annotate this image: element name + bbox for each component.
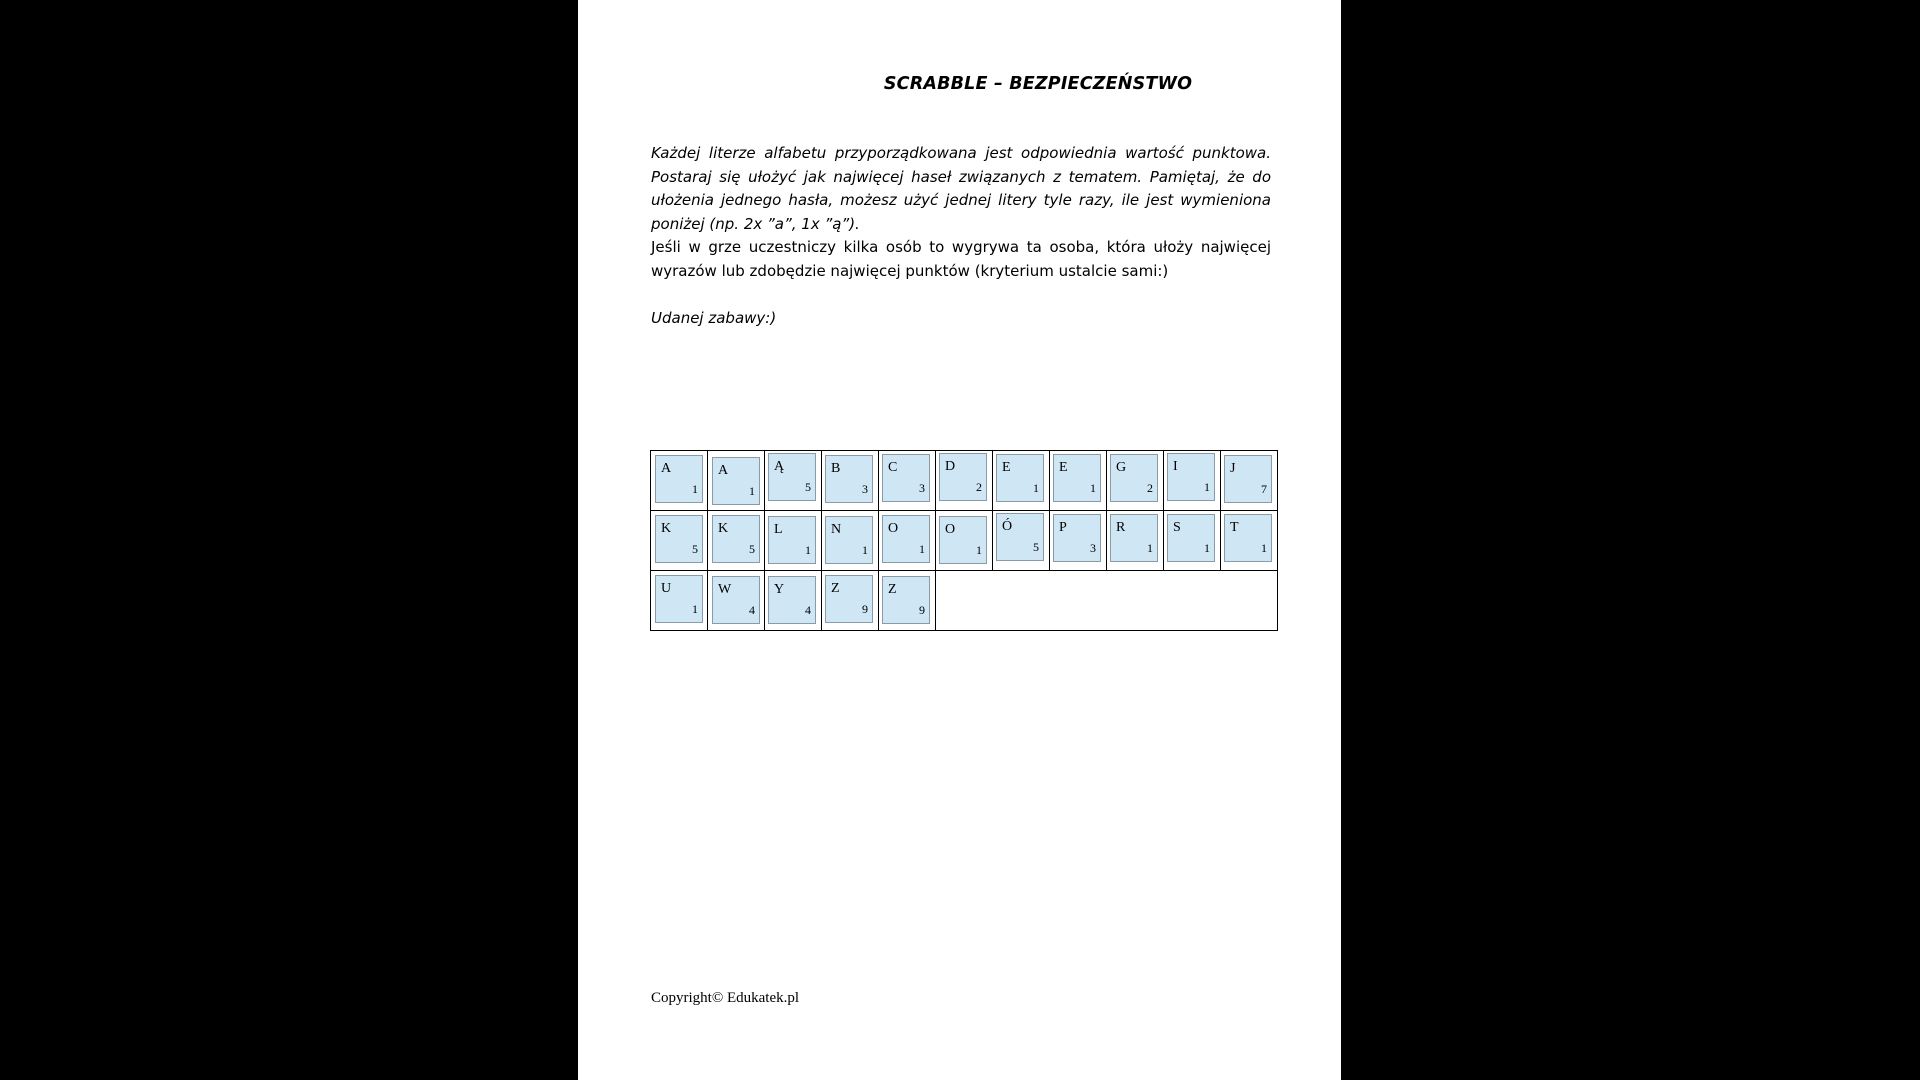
tile-points: 1 — [805, 543, 811, 557]
tile-cell — [993, 451, 1050, 511]
paragraph-spacer — [651, 283, 1271, 307]
tile-cell-empty — [936, 571, 1278, 631]
letter-tile — [1224, 455, 1272, 503]
tile-cell — [708, 451, 765, 511]
tile-letter: J — [1230, 461, 1236, 476]
tile-points: 1 — [692, 602, 698, 616]
letter-tile — [768, 516, 816, 564]
copyright-notice: Copyright© Edukatek.pl — [651, 990, 800, 1006]
letter-tile — [768, 453, 816, 501]
tile-points: 1 — [1033, 481, 1039, 495]
tile-cell — [651, 451, 708, 511]
tile-letter: D — [945, 459, 956, 474]
tile-letter: A — [661, 461, 672, 476]
tile-points: 5 — [692, 542, 698, 556]
tile-cell — [1164, 511, 1221, 571]
letter-tile — [768, 576, 816, 624]
tile-row — [651, 451, 1278, 511]
tile-letter: E — [1002, 460, 1011, 475]
tile-letter: T — [1230, 520, 1239, 535]
letter-tile — [1224, 514, 1272, 562]
letter-tile — [882, 515, 930, 563]
tile-letter: P — [1059, 520, 1067, 535]
tile-points: 9 — [919, 603, 925, 617]
letter-tiles-body — [651, 451, 1278, 631]
tile-points: 1 — [692, 482, 698, 496]
tile-letter: O — [945, 522, 956, 537]
tile-cell — [879, 451, 936, 511]
tile-letter: R — [1116, 520, 1126, 535]
letter-tile — [1167, 453, 1215, 501]
tile-letter: E — [1059, 460, 1068, 475]
tile-cell — [651, 571, 708, 631]
tile-points: 1 — [1204, 541, 1210, 555]
tile-points: 9 — [862, 602, 868, 616]
letter-tile — [825, 455, 873, 503]
tile-letter: K — [661, 521, 672, 536]
tile-letter: L — [774, 522, 783, 537]
tile-letter: Ą — [774, 459, 785, 474]
tile-letter: U — [661, 581, 672, 596]
letter-tile — [1110, 514, 1158, 562]
document-page — [578, 0, 1341, 1080]
tile-letter: W — [718, 582, 732, 597]
tile-letter: G — [1116, 460, 1127, 475]
letter-tile — [996, 513, 1044, 561]
tile-points: 1 — [1147, 541, 1153, 555]
tile-cell — [1050, 451, 1107, 511]
tile-letter: Y — [774, 582, 785, 597]
letter-tile — [655, 455, 703, 503]
tile-cell — [765, 511, 822, 571]
tile-points: 4 — [805, 603, 811, 617]
document-title: SCRABBLE – BEZPIECZEŃSTWO — [883, 74, 1193, 94]
tile-points: 5 — [1033, 540, 1039, 554]
letter-tile — [712, 457, 760, 505]
tile-cell — [879, 511, 936, 571]
letter-tile — [825, 516, 873, 564]
letter-tile — [996, 454, 1044, 502]
tile-cell — [822, 571, 879, 631]
tile-points: 1 — [1090, 481, 1096, 495]
letter-tile — [1053, 514, 1101, 562]
tile-letter: N — [831, 522, 842, 537]
tile-points: 1 — [919, 542, 925, 556]
tile-cell — [936, 511, 993, 571]
tile-letter: S — [1173, 520, 1181, 535]
tile-points: 2 — [1147, 481, 1153, 495]
tile-cell — [822, 451, 879, 511]
tile-cell — [1221, 511, 1278, 571]
tile-cell — [993, 511, 1050, 571]
tile-points: 3 — [1090, 541, 1096, 555]
letter-tile — [1110, 454, 1158, 502]
letter-tile — [882, 454, 930, 502]
tile-letter: Z — [888, 582, 897, 597]
tile-points: 3 — [919, 481, 925, 495]
letter-tile — [655, 515, 703, 563]
tile-points: 1 — [1261, 541, 1267, 555]
tile-points: 2 — [976, 480, 982, 494]
tile-cell — [1107, 511, 1164, 571]
tile-points: 3 — [862, 482, 868, 496]
tile-letter: Z — [831, 581, 840, 596]
tile-letter: Ó — [1002, 519, 1013, 534]
tile-letter: B — [831, 461, 841, 476]
letter-tile — [882, 576, 930, 624]
tile-cell — [1050, 511, 1107, 571]
tile-letter: C — [888, 460, 898, 475]
tile-cell — [1107, 451, 1164, 511]
tile-cell — [822, 511, 879, 571]
letter-tiles-table — [650, 450, 1278, 631]
letter-tile — [939, 453, 987, 501]
instructions-regular-paragraph: Jeśli w grze uczestniczy kilka osób to wygrywa ta osoba, która ułoży najwięcej wyrazów lub zdobędzie najwięcej punktów (kryterium ustalcie sami:) — [651, 238, 1271, 280]
tile-letter: K — [718, 521, 729, 536]
tile-row — [651, 511, 1278, 571]
tile-points: 5 — [749, 542, 755, 556]
tile-cell — [708, 511, 765, 571]
tile-letter: O — [888, 521, 899, 536]
letter-tile — [712, 515, 760, 563]
tile-cell — [936, 451, 993, 511]
tile-cell — [651, 511, 708, 571]
tile-cell — [765, 571, 822, 631]
tile-letter: I — [1173, 459, 1178, 474]
tile-points: 7 — [1261, 482, 1267, 496]
tile-cell — [1164, 451, 1221, 511]
tile-letter: A — [718, 463, 729, 478]
instructions-italic-paragraph: Każdej literze alfabetu przyporządkowana jest odpowiednia wartość punktowa. Postaraj się ułożyć jak najwięcej haseł związanych z tematem. Pamiętaj, że do ułożenia jednego hasła, możesz użyć jednej litery tyle razy, ile jest wymieniona poniżej (np. 2x ”a”, 1x ”ą”). — [651, 144, 1271, 233]
letter-tile — [1167, 514, 1215, 562]
tile-cell — [879, 571, 936, 631]
tile-points: 1 — [1204, 480, 1210, 494]
tile-cell — [1221, 451, 1278, 511]
letter-tile — [939, 516, 987, 564]
letter-tile — [712, 576, 760, 624]
tile-points: 1 — [749, 484, 755, 498]
tile-points: 4 — [749, 603, 755, 617]
tile-cell — [765, 451, 822, 511]
tile-row — [651, 571, 1278, 631]
letter-tile — [655, 575, 703, 623]
tile-cell — [708, 571, 765, 631]
instructions-closing: Udanej zabawy:) — [651, 308, 777, 327]
letter-tile — [825, 575, 873, 623]
tile-points: 1 — [976, 543, 982, 557]
letter-tile — [1053, 454, 1101, 502]
instructions — [651, 142, 1271, 330]
tile-points: 5 — [805, 480, 811, 494]
tile-points: 1 — [862, 543, 868, 557]
